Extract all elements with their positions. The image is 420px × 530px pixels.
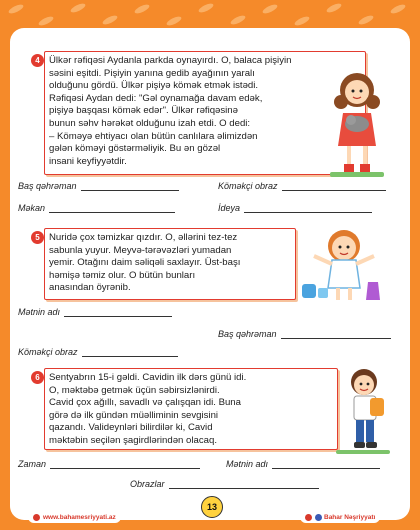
story-line: həmişə təmiz olur. O bütün bunları [49,269,196,281]
story-line: Cavid çox ağıllı, savadlı və çalışqan idi. Buna [49,397,241,409]
story-line: – Köməyə ehtiyacı olan bütün canlılara əlimizdən [49,130,258,142]
answer-line[interactable] [64,306,172,317]
task-6-number: 6 [31,371,44,384]
story-line: qazandı. Valideynləri bilirdilər ki, Cavid [49,422,213,434]
field-label: Obrazlar [130,479,165,489]
field-label: Zaman [18,459,47,469]
globe-icon [33,514,40,521]
story-line: sabunla yuyur. Meyvə-tərəvəzləri yumadan [49,244,232,256]
field-place[interactable] [18,202,175,213]
story-line: səsini eşitdi. Pişiyin yanına gedib ayağının yaralı [49,67,255,79]
answer-line[interactable] [281,328,391,339]
instagram-icon [305,514,312,521]
answer-line[interactable] [82,346,178,357]
answer-line[interactable] [282,180,386,191]
field-main-character[interactable] [218,328,391,339]
field-idea[interactable] [218,202,372,213]
story-line: məktəbin seçilən şagirdlərindən olacaq. [49,434,217,446]
story-line: pişiyə başqası kömək edər". Ülkər rəfiqəsinə [49,105,238,117]
story-line: görə də ilk gündən müəlliminin sevgisini [49,409,219,421]
field-label: Baş qəhrəman [18,181,77,191]
publisher-badge[interactable] [300,511,380,523]
story-line: yemir. Otağını daim səliqəli saxlayır. Üst-başı [49,257,241,269]
field-text-title[interactable] [18,306,172,317]
page-number: 13 [201,496,223,518]
task-5-number: 5 [31,231,44,244]
girl-with-cat-illustration [326,68,388,180]
schoolboy-illustration [334,366,392,456]
answer-line[interactable] [244,202,372,213]
field-text-title[interactable] [226,458,380,469]
story-line: Sentyabrın 15-i gəldi. Cavidin ilk dərs günü idi. [49,372,247,383]
task-5-story [49,232,240,295]
story-line: O, məktəbə getmək üçün səbirsizlənirdi. [49,384,220,396]
answer-line[interactable] [49,202,175,213]
story-line: bunun səhv hərəkət olduğunu izah etdi. O dedi: [49,117,251,129]
story-line: Rəfiqəsi Aydan dedi: "Gəl oynamağa davam edək, [49,92,263,104]
field-characters[interactable] [130,478,319,489]
field-label: Köməkçi obraz [218,181,278,191]
task-4-story [49,55,291,168]
field-label: Məkan [18,203,46,213]
field-helper-character[interactable] [218,180,386,191]
field-label: İdeya [218,203,241,213]
field-label: Köməkçi obraz [18,347,78,357]
publisher-name: Bahar Nəşriyyatı [324,513,376,521]
story-line: olduğunu gördü. Ülkər pişiyə kömək etmək istədi. [49,80,259,92]
story-line: insani keyfiyyətdir. [49,155,127,167]
answer-line[interactable] [81,180,179,191]
answer-line[interactable] [272,458,380,469]
field-label: Mətnin adı [226,459,269,469]
task-6-story [49,372,246,448]
story-line: Nuridə çox təmizkar qızdır. O, əllərini tez-tez [49,232,238,243]
story-line: gələn köməyi göstərməliyik. Bu ən gözəl [49,143,221,155]
facebook-icon [315,514,322,521]
field-main-character[interactable] [18,180,179,191]
field-label: Mətnin adı [18,307,61,317]
website-badge[interactable] [28,511,121,523]
field-helper-character[interactable] [18,346,178,357]
girl-with-cleaning-items-illustration [298,226,390,306]
task-4-number: 4 [31,54,44,67]
website-link[interactable]: www.bahamesriyyati.az [43,513,116,521]
answer-line[interactable] [169,478,319,489]
answer-line[interactable] [50,458,200,469]
field-label: Baş qəhrəman [218,329,277,339]
story-line: anasından öyrənib. [49,282,131,294]
field-time[interactable] [18,458,200,469]
story-line: Ülkər rəfiqəsi Aydanla parkda oynayırdı. O, balaca pişiyin [49,55,292,66]
